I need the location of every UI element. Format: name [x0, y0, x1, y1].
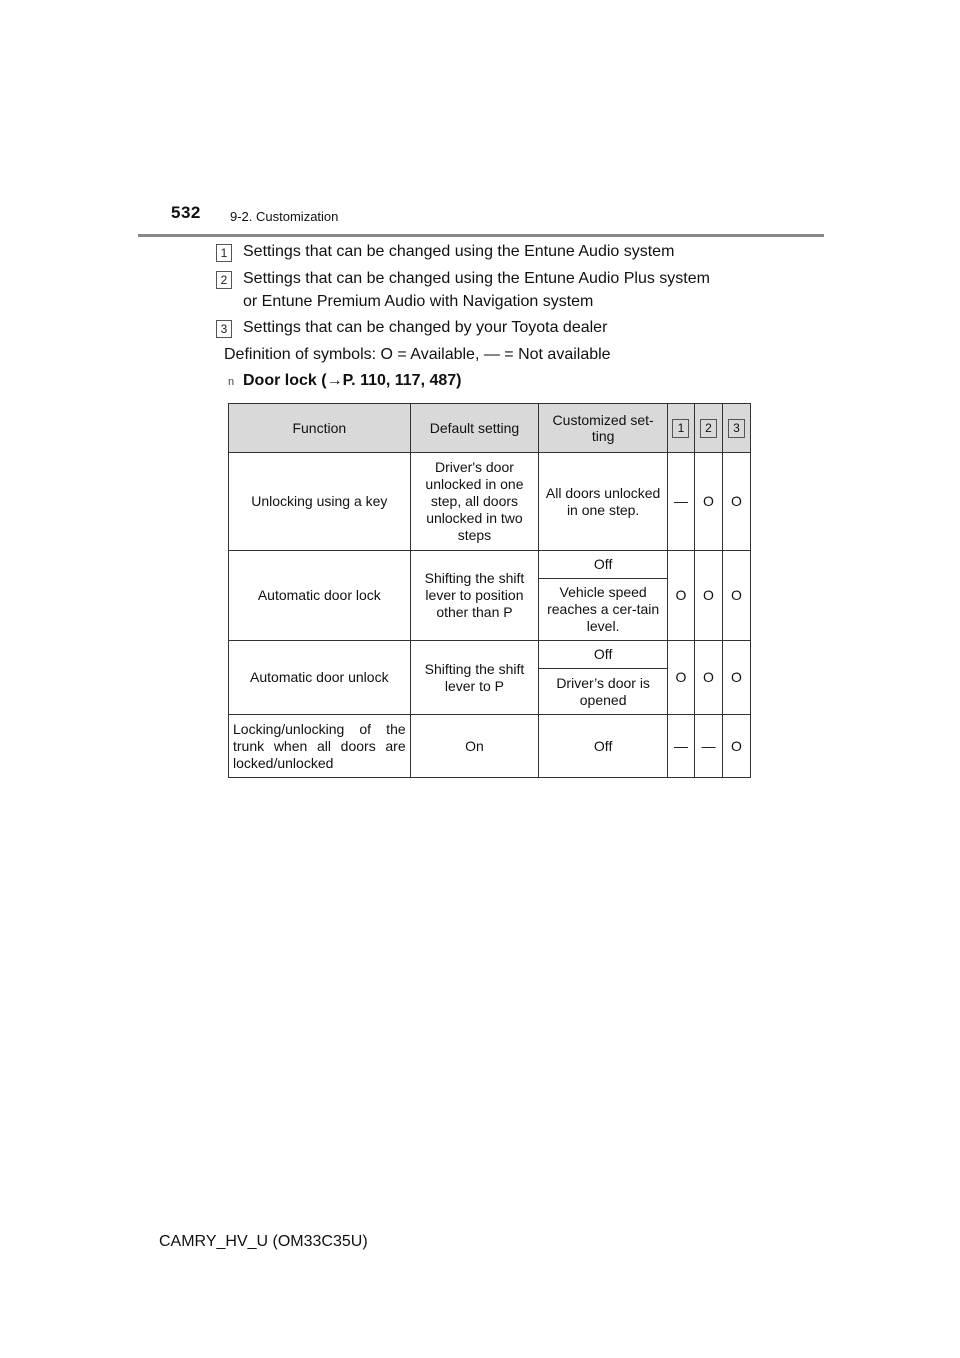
- header-badge-3: 3: [728, 419, 745, 438]
- header-col-3: [722, 404, 750, 453]
- door-lock-table: [228, 403, 751, 778]
- item-text-3: Settings that can be changed by your Toyota dealer: [243, 319, 608, 336]
- cell-col-1: O: [668, 551, 695, 641]
- cell-col-2: O: [694, 641, 722, 715]
- cell-col-3: O: [722, 551, 750, 641]
- cell-col-2: O: [694, 551, 722, 641]
- cell-col-3: O: [722, 641, 750, 715]
- item-badge-2: 2: [216, 271, 232, 289]
- cell-col-1: O: [668, 641, 695, 715]
- header-default-setting: Default setting: [410, 404, 539, 453]
- table-row: [229, 715, 751, 778]
- item-text-2-continued: or Entune Premium Audio with Navigation system: [243, 293, 594, 310]
- cell-function: Unlocking using a key: [229, 453, 411, 551]
- cell-default: Shifting the shift lever to position other than P: [410, 551, 539, 641]
- table-row: [229, 641, 751, 669]
- page-number: 532: [171, 203, 201, 222]
- cell-default: Shifting the shift lever to P: [410, 641, 539, 715]
- cell-function: Automatic door lock: [229, 551, 411, 641]
- header-function: Function: [229, 404, 411, 453]
- section-heading: Door lock (→P. 110, 117, 487): [243, 372, 462, 389]
- cell-custom-b: Vehicle speed reaches a cer-tain level.: [539, 579, 668, 641]
- cell-custom-b: Driver’s door is opened: [539, 669, 668, 715]
- cell-default: On: [410, 715, 539, 778]
- cell-col-1: —: [668, 453, 695, 551]
- cell-col-1: —: [668, 715, 695, 778]
- cell-col-2: O: [694, 453, 722, 551]
- cell-col-3: O: [722, 715, 750, 778]
- header-customized-setting: Customized set-ting: [539, 404, 668, 453]
- table-header-row: [229, 404, 751, 453]
- table-row: [229, 453, 751, 551]
- section-title: 9-2. Customization: [230, 209, 339, 224]
- header-col-1: [668, 404, 695, 453]
- cell-function: Automatic door unlock: [229, 641, 411, 715]
- cell-custom: Off: [539, 715, 668, 778]
- page-header: [138, 200, 824, 237]
- item-badge-3: 3: [216, 320, 232, 338]
- footer-model-code: CAMRY_HV_U (OM33C35U): [159, 1233, 368, 1250]
- cell-custom: All doors unlocked in one step.: [539, 453, 668, 551]
- cell-col-3: O: [722, 453, 750, 551]
- cell-col-2: —: [694, 715, 722, 778]
- bullet-marker: n: [228, 376, 235, 388]
- item-text-1: Settings that can be changed using the Entune Audio system: [243, 243, 675, 260]
- cell-custom-a: Off: [539, 551, 668, 579]
- table-row: [229, 551, 751, 579]
- cell-function: Locking/unlocking of the trunk when all doors are locked/unlocked: [229, 715, 411, 778]
- header-badge-2: 2: [700, 419, 717, 438]
- cell-custom-a: Off: [539, 641, 668, 669]
- header-col-2: [694, 404, 722, 453]
- item-text-2: Settings that can be changed using the Entune Audio Plus system: [243, 270, 710, 287]
- header-badge-1: 1: [672, 419, 689, 438]
- cell-default: Driver's door unlocked in one step, all doors unlocked in two steps: [410, 453, 539, 551]
- symbol-definition: Definition of symbols: O = Available, — = Not available: [224, 346, 611, 363]
- item-badge-1: 1: [216, 244, 232, 262]
